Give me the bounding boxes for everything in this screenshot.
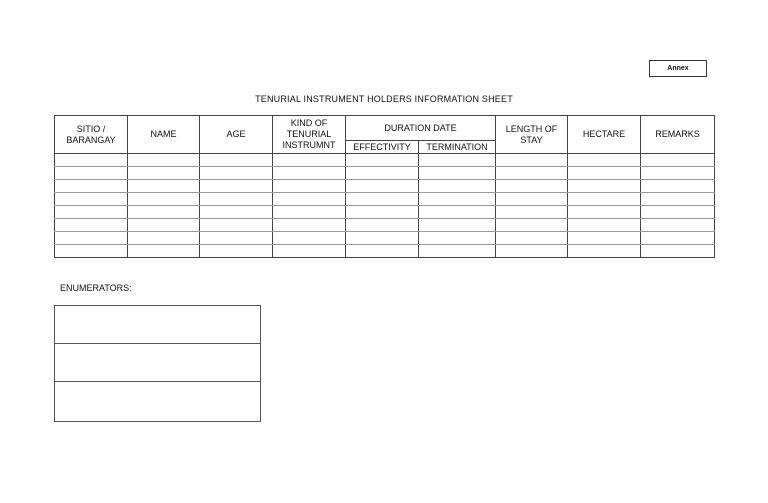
table-row <box>55 206 715 219</box>
col-header-length-of-stay: LENGTH OF STAY <box>496 116 568 154</box>
sheet-title: TENURIAL INSTRUMENT HOLDERS INFORMATION SHEET <box>255 94 513 104</box>
table-cell[interactable] <box>568 219 641 232</box>
table-cell[interactable] <box>128 206 200 219</box>
col-header-effectivity: EFFECTIVITY <box>346 141 419 154</box>
table-cell[interactable] <box>568 232 641 245</box>
enumerator-line[interactable] <box>55 344 260 382</box>
table-cell[interactable] <box>419 154 496 167</box>
table-cell[interactable] <box>200 193 273 206</box>
header-row <box>55 116 715 141</box>
table-cell[interactable] <box>55 154 128 167</box>
table-cell[interactable] <box>273 206 346 219</box>
table-cell[interactable] <box>128 219 200 232</box>
table-cell[interactable] <box>346 219 419 232</box>
enumerator-line[interactable] <box>55 382 260 421</box>
table-cell[interactable] <box>128 167 200 180</box>
table-cell[interactable] <box>55 219 128 232</box>
table-cell[interactable] <box>55 245 128 258</box>
col-header-remarks: REMARKS <box>641 116 715 154</box>
table-cell[interactable] <box>200 167 273 180</box>
table-cell[interactable] <box>128 232 200 245</box>
table-cell[interactable] <box>496 206 568 219</box>
col-header-age: AGE <box>200 116 273 154</box>
table-cell[interactable] <box>55 180 128 193</box>
table-cell[interactable] <box>641 206 715 219</box>
table-cell[interactable] <box>346 232 419 245</box>
table-cell[interactable] <box>496 232 568 245</box>
enumerators-box <box>54 305 261 422</box>
table-cell[interactable] <box>496 245 568 258</box>
annex-label: Annex <box>649 60 707 77</box>
table-cell[interactable] <box>419 167 496 180</box>
col-header-kind: KIND OF TENURIAL INSTRUMNT <box>273 116 346 154</box>
table-cell[interactable] <box>55 232 128 245</box>
table-cell[interactable] <box>200 245 273 258</box>
table-row <box>55 167 715 180</box>
table-cell[interactable] <box>641 219 715 232</box>
table-cell[interactable] <box>273 154 346 167</box>
table-cell[interactable] <box>128 245 200 258</box>
table-cell[interactable] <box>200 206 273 219</box>
table-cell[interactable] <box>641 180 715 193</box>
table-cell[interactable] <box>568 206 641 219</box>
table-cell[interactable] <box>496 154 568 167</box>
table-cell[interactable] <box>419 219 496 232</box>
table-cell[interactable] <box>273 167 346 180</box>
table-cell[interactable] <box>273 180 346 193</box>
table-cell[interactable] <box>641 167 715 180</box>
table-cell[interactable] <box>496 167 568 180</box>
table-cell[interactable] <box>200 154 273 167</box>
table-cell[interactable] <box>55 206 128 219</box>
enumerators-label: ENUMERATORS: <box>60 283 132 293</box>
table-cell[interactable] <box>568 245 641 258</box>
table-cell[interactable] <box>346 193 419 206</box>
table-cell[interactable] <box>128 154 200 167</box>
table-cell[interactable] <box>273 245 346 258</box>
table-cell[interactable] <box>641 245 715 258</box>
table-cell[interactable] <box>200 180 273 193</box>
table-cell[interactable] <box>419 180 496 193</box>
table-cell[interactable] <box>568 180 641 193</box>
table-cell[interactable] <box>200 219 273 232</box>
col-header-termination: TERMINATION <box>419 141 496 154</box>
table-row <box>55 154 715 167</box>
table-cell[interactable] <box>419 193 496 206</box>
table-row <box>55 232 715 245</box>
enumerator-line[interactable] <box>55 306 260 344</box>
table-cell[interactable] <box>128 193 200 206</box>
holders-table <box>54 115 715 258</box>
table-cell[interactable] <box>419 206 496 219</box>
table-cell[interactable] <box>641 154 715 167</box>
table-cell[interactable] <box>568 193 641 206</box>
table-row <box>55 245 715 258</box>
table-cell[interactable] <box>273 219 346 232</box>
table-cell[interactable] <box>496 180 568 193</box>
table-cell[interactable] <box>419 232 496 245</box>
col-header-sitio: SITIO / BARANGAY <box>55 116 128 154</box>
table-cell[interactable] <box>419 245 496 258</box>
table-cell[interactable] <box>496 219 568 232</box>
table-cell[interactable] <box>568 167 641 180</box>
table-cell[interactable] <box>346 245 419 258</box>
table-body <box>55 154 715 258</box>
table-cell[interactable] <box>641 232 715 245</box>
table-cell[interactable] <box>128 180 200 193</box>
table-cell[interactable] <box>273 193 346 206</box>
table-row <box>55 219 715 232</box>
table-cell[interactable] <box>496 193 568 206</box>
col-header-duration: DURATION DATE <box>346 116 496 141</box>
col-header-name: NAME <box>128 116 200 154</box>
col-header-hectare: HECTARE <box>568 116 641 154</box>
table-cell[interactable] <box>641 193 715 206</box>
table-cell[interactable] <box>346 154 419 167</box>
table-cell[interactable] <box>346 180 419 193</box>
table-cell[interactable] <box>346 167 419 180</box>
table-cell[interactable] <box>55 167 128 180</box>
table-row <box>55 180 715 193</box>
table-cell[interactable] <box>200 232 273 245</box>
table-cell[interactable] <box>273 232 346 245</box>
table-cell[interactable] <box>346 206 419 219</box>
table-cell[interactable] <box>568 154 641 167</box>
table-cell[interactable] <box>55 193 128 206</box>
table-row <box>55 193 715 206</box>
